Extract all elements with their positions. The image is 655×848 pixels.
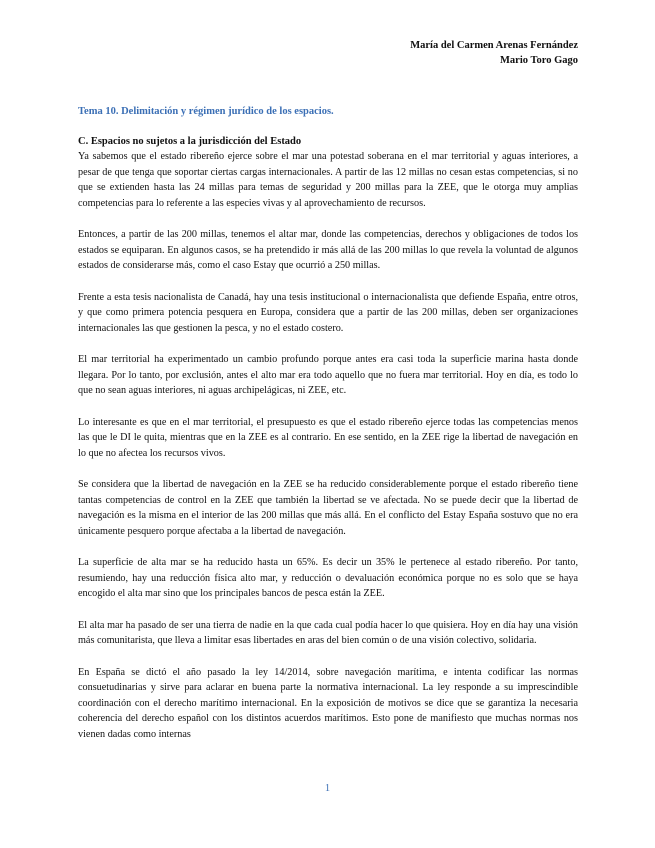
paragraph: Lo interesante es que en el mar territorial, el presupuesto es que el estado ribereño ejerce todas las competencias menos las que le DI le quita, mientras que en la ZEE es al contrario. En ese sentido, en la ZEE rige la libertad de navegación en lo que no afectea los recursos vivos. <box>78 416 578 459</box>
author-name-1: María del Carmen Arenas Fernández <box>410 40 578 51</box>
paragraph: El mar territorial ha experimentado un cambio profundo porque antes era casi toda la superficie marina hasta donde llegara. Por lo tanto, por exclusión, antes el alto mar era todo aquello que no fuera mar territorial. Hoy en día, es todo lo que no sean aguas interiores, ni aguas archipelágicas, ni ZEE, etc. <box>78 354 578 396</box>
author-header <box>410 38 578 68</box>
paragraph: Frente a esta tesis nacionalista de Canadá, hay una tesis institucional o internacionalista que defiende España, entre otros, y que como primera potencia pesquera en Europa, considera que a partir de las 200 millas, deben ser organizaciones internacionales las que gestionen la pesca, y no el estado costero. <box>78 291 578 334</box>
topic-title: Tema 10. Delimitación y régimen jurídico de los espacios. <box>78 106 334 117</box>
section-title: C. Espacios no sujetos a la jurisdicción del Estado <box>78 135 302 147</box>
paragraph: Ya sabemos que el estado ribereño ejerce sobre el mar una potestad soberana en el mar territorial y aguas interiores, a pesar de que tenga que soportar ciertas cargas internacionales. A partir de las 12 millas no cesan estas competencias, si no que se extienden hasta las 24 millas para temas de seguridad y 200 millas para la ZEE, que le otorga muy amplias competencias para lo referente a las especies vivas y al aprovechamiento de recursos. <box>78 151 578 209</box>
paragraph: En España se dictó el año pasado la ley 14/2014, sobre navegación marítima, e intenta codificar las normas consuetudinarias y sirve para aclarar en buena parte la normativa internacional. La ley responde a su imprescindible coordinación con el derecho marítimo internacional. En la exposición de motivos se dice que se garantiza la necesaria coherencia del derecho español con los distintos acuerdos marítimos. Esto pone de manifiesto que muchas normas nos vienen dadas como internas <box>78 666 578 740</box>
author-name-2: Mario Toro Gago <box>500 55 578 66</box>
paragraph: La superficie de alta mar se ha reducido hasta un 65%. Es decir un 35% le pertenece al estado ribereño. Por tanto, resumiendo, hay una reducción física alto mar, y reducción o devaluación económica porque no es solo que se haya encogido el alta mar sino que los principales bancos de pesca están la ZEE. <box>78 557 578 599</box>
paragraph: El alta mar ha pasado de ser una tierra de nadie en la que cada cual podía hacer lo que quisiera. Hoy en día hay una visión más comunitarista, que lleva a limitar esas libertades en aras del bien común o de una visión colectivo, solidaria. <box>78 619 578 646</box>
page-number: 1 <box>324 783 331 794</box>
paragraph: Entonces, a partir de las 200 millas, tenemos el altar mar, donde las competencias, derechos y obligaciones de todos los estados se equiparan. En algunos casos, se ha pretendido ir más allá de las 200 millas lo que revela la voluntad de algunos estados de considerarse más, como el caso Estay que ocurrió a 250 millas. <box>78 229 578 271</box>
document-body <box>78 104 578 758</box>
paragraph: Se considera que la libertad de navegación en la ZEE se ha reducido considerablemente porque el estado ribereño tiene tantas competencias de control en la ZEE que también la libertad se ve afectada. No se puede decir que la libertad de navegación es la misma en el interior de las 200 millas que más allá. En el conflicto del Estay España sostuvo que no era únicamente pesquero porque afectaba a la libertad de navegación. <box>78 479 578 537</box>
